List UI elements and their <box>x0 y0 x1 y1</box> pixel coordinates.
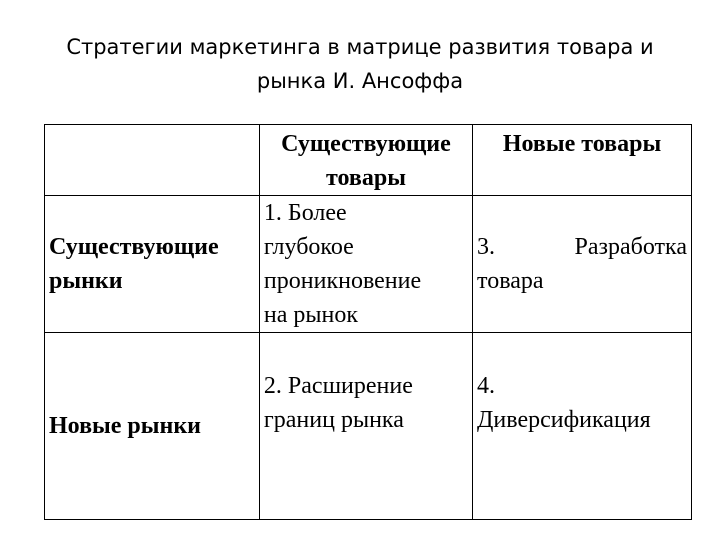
cell-market-penetration-line-2: глубокое <box>263 234 354 260</box>
cell-market-development-line-1: 2. Расширение <box>263 373 413 399</box>
slide-title <box>20 30 700 98</box>
cell-diversification <box>473 333 692 520</box>
table-row-new-markets <box>45 333 692 520</box>
row-label-new-markets: Новые рынки <box>45 333 260 520</box>
header-existing-products-line-2: товары <box>326 165 406 191</box>
cell-market-penetration-line-4: на рынок <box>263 302 359 328</box>
row-label-existing-markets-line-2: рынки <box>49 268 123 294</box>
header-existing-products <box>259 125 472 196</box>
row-label-existing-markets <box>45 196 260 333</box>
header-new-products: Новые товары <box>473 125 692 196</box>
ansoff-matrix-table <box>44 124 692 520</box>
table-header-row <box>45 125 692 196</box>
cell-market-penetration-line-1: 1. Более <box>263 200 347 226</box>
cell-market-development-line-2: границ рынка <box>263 407 404 433</box>
cell-market-development <box>259 333 472 520</box>
table-row-existing-markets <box>45 196 692 333</box>
slide-title-line-1: Стратегии маркетинга в матрице развития товара и <box>66 35 654 59</box>
cell-product-development-line-1: 3. Разработка <box>477 234 687 260</box>
header-existing-products-line-1: Существующие <box>281 131 451 157</box>
corner-cell <box>45 125 260 196</box>
cell-market-penetration-line-3: проникновение <box>263 268 422 294</box>
cell-market-penetration <box>259 196 472 333</box>
cell-product-development <box>473 196 692 333</box>
row-label-existing-markets-line-1: Существующие <box>49 234 219 260</box>
cell-product-development-line-2: товара <box>477 268 544 294</box>
cell-diversification-line-1: 4. <box>477 373 496 399</box>
slide-title-line-2: рынка И. Ансоффа <box>256 69 464 93</box>
cell-diversification-line-2: Диверсификация <box>477 407 651 433</box>
